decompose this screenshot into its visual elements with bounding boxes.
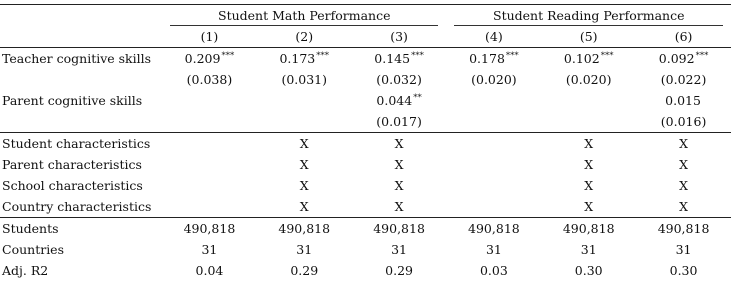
parent-coef-row (0, 90, 731, 111)
column-header-4: (4) (446, 26, 541, 48)
stat-value: 31 (580, 242, 597, 257)
group-underline-math (170, 25, 438, 26)
coef-value: 0.092 (658, 51, 695, 66)
se-label-blank (0, 111, 162, 133)
coef-cell (446, 90, 541, 111)
control-label: Student characteristics (2, 136, 151, 151)
control-row-school (0, 175, 731, 196)
teacher-coef-row (0, 48, 731, 70)
teacher-se-row (0, 69, 731, 90)
stat-value: 490,818 (278, 221, 331, 236)
significance-stars: *** (221, 51, 235, 61)
stat-value: 490,818 (468, 221, 520, 236)
coef-cell (257, 48, 352, 70)
control-label: Parent characteristics (2, 157, 142, 172)
group-underline-reading (454, 25, 723, 26)
significance-stars: *** (411, 51, 424, 61)
stat-label: Countries (2, 242, 64, 257)
standard-error: (0.031) (281, 72, 328, 87)
stat-row-students (0, 218, 731, 240)
stat-value: 0.30 (669, 263, 698, 278)
significance-stars: *** (695, 51, 709, 61)
coef-cell (257, 90, 352, 111)
standard-error: (0.020) (471, 72, 517, 87)
standard-error (541, 111, 636, 133)
significance-stars: *** (600, 51, 614, 61)
coef-cell (352, 90, 447, 111)
column-header-6: (6) (636, 26, 731, 48)
se-label-blank (0, 69, 162, 90)
coef-cell (446, 48, 541, 70)
stat-value: 490,818 (657, 221, 710, 236)
stat-value: 0.03 (479, 263, 508, 278)
control-mark: X (636, 196, 731, 218)
coef-cell (541, 90, 636, 111)
stat-value: 0.29 (385, 263, 413, 278)
significance-stars: ** (413, 93, 422, 103)
control-row-student (0, 133, 731, 155)
column-header-3: (3) (352, 26, 447, 48)
coef-value: 0.173 (279, 51, 316, 66)
coef-cell (162, 90, 257, 111)
standard-error (257, 111, 352, 133)
stat-value: 0.30 (574, 263, 603, 278)
column-header-5: (5) (541, 26, 636, 48)
group-header-math-label: Student Math Performance (218, 8, 391, 23)
stat-value: 490,818 (562, 221, 615, 236)
group-header-row (0, 5, 731, 27)
coef-cell (541, 48, 636, 70)
control-label: Country characteristics (0, 196, 162, 218)
control-row-parent (0, 154, 731, 175)
control-mark: X (257, 196, 352, 218)
control-mark: X (394, 178, 404, 193)
coef-cell (162, 48, 257, 70)
stat-value: 0.04 (195, 263, 224, 278)
coef-cell (636, 48, 731, 70)
control-mark: X (679, 157, 688, 172)
control-mark (162, 196, 257, 218)
stat-label: Students (2, 221, 59, 236)
stat-row-countries (0, 239, 731, 260)
standard-error (162, 111, 257, 133)
control-mark: X (584, 157, 594, 172)
stat-value: 490,818 (183, 221, 236, 236)
control-mark: X (299, 178, 309, 193)
control-mark (446, 196, 541, 218)
stat-value: 31 (201, 242, 218, 257)
stat-value: 31 (485, 242, 502, 257)
header-blank (0, 5, 162, 27)
stat-value: 31 (296, 242, 313, 257)
control-mark (162, 175, 257, 196)
control-mark: X (584, 136, 594, 151)
control-mark (162, 154, 257, 175)
control-mark: X (679, 178, 688, 193)
group-header-reading-label: Student Reading Performance (493, 8, 685, 23)
coef-value: 0.209 (184, 51, 221, 66)
parent-se-row (0, 111, 731, 133)
control-label: School characteristics (2, 178, 143, 193)
stat-value: 0.29 (290, 263, 319, 278)
standard-error: (0.016) (636, 111, 731, 133)
stat-value: 31 (675, 242, 692, 257)
coef-cell (352, 48, 447, 70)
standard-error: (0.032) (376, 72, 422, 87)
column-header-2: (2) (257, 26, 352, 48)
coef-value: 0.015 (665, 93, 701, 108)
stat-label: Adj. R2 (2, 263, 49, 278)
coef-value: 0.178 (469, 51, 505, 66)
standard-error (446, 111, 541, 133)
coef-value: 0.145 (374, 51, 411, 66)
regression-table (0, 4, 731, 281)
stat-value: 31 (391, 242, 408, 257)
group-header-math (162, 5, 446, 27)
stat-row-adj-r2 (0, 260, 731, 281)
control-mark: X (352, 196, 447, 218)
control-mark (162, 133, 257, 155)
control-mark: X (299, 157, 309, 172)
standard-error: (0.022) (660, 72, 707, 87)
control-mark: X (394, 136, 404, 151)
standard-error: (0.038) (186, 72, 233, 87)
control-mark: X (299, 136, 309, 151)
control-mark: X (541, 196, 636, 218)
significance-stars: *** (316, 51, 330, 61)
column-header-1: (1) (162, 26, 257, 48)
row-label-parent: Parent cognitive skills (2, 93, 143, 108)
control-mark: X (584, 178, 594, 193)
control-mark: X (679, 136, 688, 151)
control-mark (446, 133, 541, 155)
control-mark: X (394, 157, 404, 172)
significance-stars: *** (505, 51, 519, 61)
coef-cell (636, 90, 731, 111)
control-mark (446, 154, 541, 175)
group-header-reading (446, 5, 731, 27)
row-label-teacher: Teacher cognitive skills (2, 51, 152, 66)
stat-value: 490,818 (373, 221, 425, 236)
standard-error: (0.020) (565, 72, 612, 87)
control-mark (446, 175, 541, 196)
coef-value: 0.044 (376, 93, 413, 108)
coef-value: 0.102 (563, 51, 600, 66)
control-row-country (0, 196, 731, 218)
column-number-row (0, 26, 731, 48)
standard-error: (0.017) (352, 111, 447, 133)
column-number-blank (0, 26, 162, 48)
